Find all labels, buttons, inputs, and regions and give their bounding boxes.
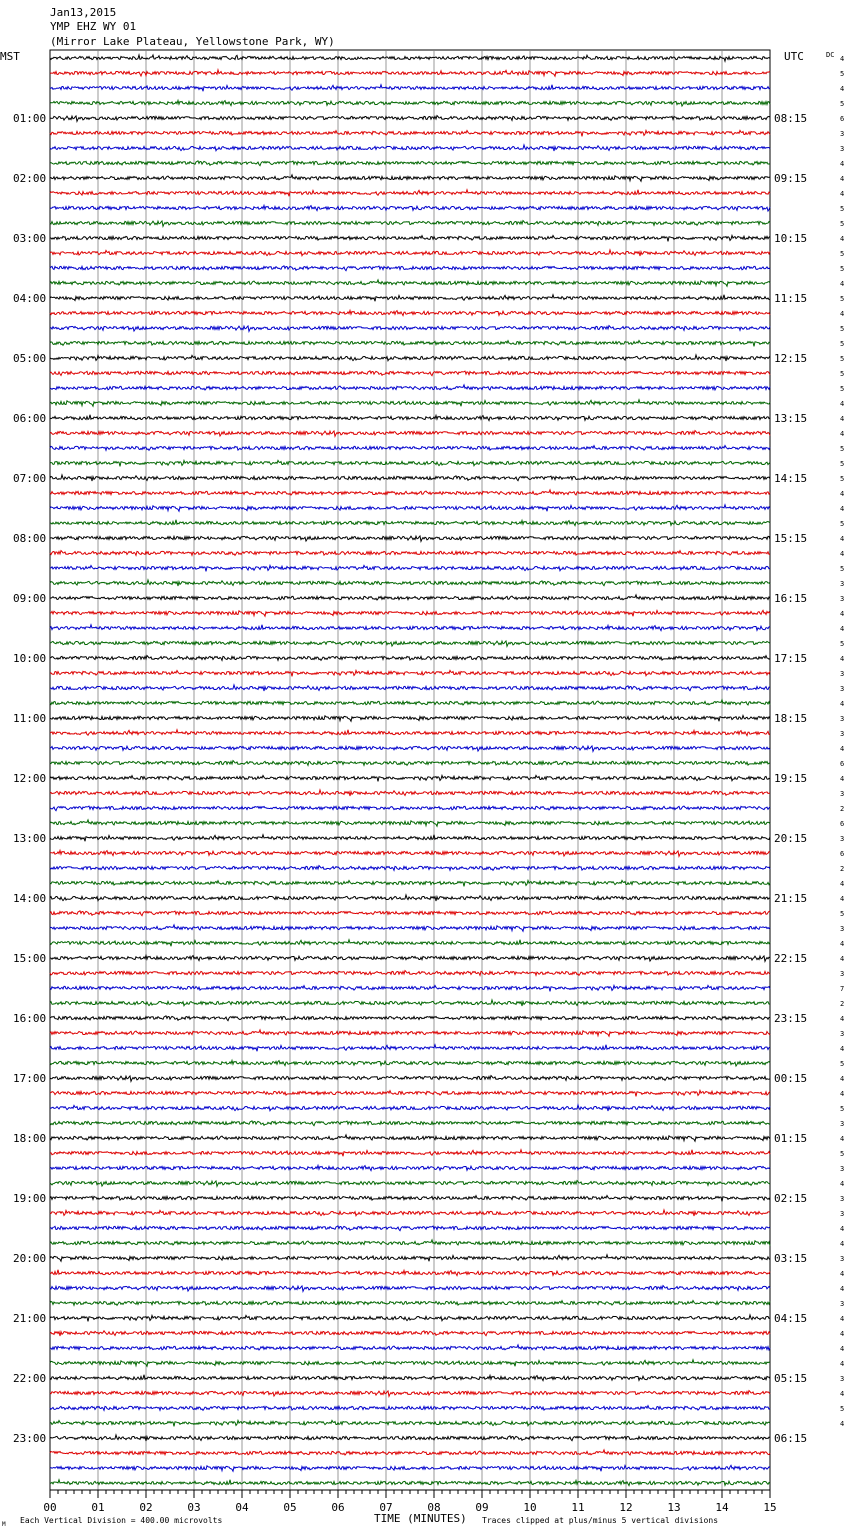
mst-hour-label: 05:00 [13, 352, 47, 365]
seismic-trace [50, 641, 770, 646]
dc-offset-value: 5 [840, 70, 845, 78]
seismic-trace [50, 820, 770, 826]
seismic-trace [50, 1135, 770, 1141]
seismic-trace [50, 565, 770, 571]
dc-offset-value: 4 [840, 310, 845, 318]
dc-offset-value: 4 [840, 85, 845, 93]
x-tick-label: 13 [667, 1501, 681, 1514]
seismic-trace [50, 911, 770, 916]
utc-hour-label: 19:15 [774, 772, 808, 785]
dc-offset-value: 3 [840, 145, 845, 153]
dc-offset-value: 7 [840, 985, 845, 993]
dc-offset-value: 5 [840, 250, 845, 258]
dc-offset-value: 4 [840, 955, 845, 963]
dc-offset-value: 4 [840, 1090, 845, 1098]
seismic-trace [50, 985, 770, 991]
dc-offset-value: 3 [840, 970, 845, 978]
seismic-trace [50, 761, 770, 766]
x-tick-label: 02 [139, 1501, 153, 1514]
dc-offset-value: 4 [840, 895, 845, 903]
utc-hour-label: 15:15 [774, 532, 808, 545]
date-label: Jan13,2015 [50, 6, 117, 19]
dc-offset-value: 4 [840, 235, 845, 243]
dc-offset-value: 3 [840, 1030, 845, 1038]
seismic-trace [50, 355, 770, 361]
seismic-trace [50, 866, 770, 871]
seismic-trace [50, 446, 770, 451]
dc-offset-values [840, 55, 844, 1428]
seismic-trace [50, 790, 770, 796]
dc-offset-value: 3 [840, 1165, 845, 1173]
dc-offset-value: 3 [840, 790, 845, 798]
x-tick-label: 08 [427, 1501, 441, 1514]
clipping-note: Traces clipped at plus/minus 5 vertical divisions [482, 1516, 719, 1525]
seismic-trace [50, 1226, 770, 1231]
mst-hour-label: 10:00 [13, 652, 47, 665]
dc-offset-value: 3 [840, 130, 845, 138]
utc-hour-label: 22:15 [774, 952, 808, 965]
utc-hour-label: 11:15 [774, 292, 808, 305]
dc-offset-value: 4 [840, 535, 845, 543]
dc-offset-value: 4 [840, 775, 845, 783]
mst-hour-label: 16:00 [13, 1012, 47, 1025]
dc-offset-value: 4 [840, 280, 845, 288]
seismic-trace [50, 580, 770, 586]
seismic-trace [50, 341, 770, 347]
vertical-division-note: Each Vertical Division = 400.00 microvolts [20, 1516, 223, 1525]
seismic-trace [50, 100, 770, 106]
dc-offset-value: 4 [840, 1270, 845, 1278]
dc-offset-value: 4 [840, 1075, 845, 1083]
dc-offset-value: 4 [840, 1315, 845, 1323]
x-tick-label: 03 [187, 1501, 201, 1514]
mst-hour-label: 13:00 [13, 832, 47, 845]
location-label: (Mirror Lake Plateau, Yellowstone Park, WY) [50, 35, 335, 48]
utc-hour-label: 01:15 [774, 1132, 808, 1145]
dc-offset-value: 5 [840, 265, 845, 273]
corner-mark: M [2, 1521, 6, 1528]
x-tick-label: 15 [763, 1501, 777, 1514]
seismic-trace [50, 775, 770, 781]
seismic-trace [50, 1121, 770, 1126]
seismic-trace [50, 716, 770, 722]
mst-timezone-label: MST [0, 50, 20, 63]
seismic-trace [50, 236, 770, 242]
dc-offset-value: 4 [840, 880, 845, 888]
utc-hour-label: 18:15 [774, 712, 808, 725]
seismic-trace [50, 1060, 770, 1066]
dc-offset-value: 5 [840, 520, 845, 528]
seismic-trace [50, 1480, 770, 1486]
seismic-trace [50, 505, 770, 512]
x-tick-label: 09 [475, 1501, 489, 1514]
dc-offset-value: 3 [840, 1195, 845, 1203]
seismic-trace [50, 1450, 770, 1455]
seismic-trace [50, 1150, 770, 1157]
dc-offset-value: 3 [840, 835, 845, 843]
seismic-trace [50, 1091, 770, 1097]
seismic-trace [50, 670, 770, 676]
seismic-trace [50, 1255, 770, 1262]
dc-offset-value: 3 [840, 715, 845, 723]
seismic-trace [50, 835, 770, 842]
seismic-trace [50, 1435, 770, 1441]
seismic-trace [50, 971, 770, 976]
dc-offset-value: 3 [840, 1375, 845, 1383]
mst-hour-label: 11:00 [13, 712, 47, 725]
dc-offset-value: 3 [840, 1255, 845, 1263]
seismic-trace [50, 1240, 770, 1246]
dc-offset-value: 6 [840, 850, 845, 858]
seismic-trace [50, 730, 770, 736]
seismic-traces [50, 55, 770, 1486]
seismic-trace [50, 280, 770, 286]
mst-hour-label: 20:00 [13, 1252, 47, 1265]
seismic-trace [50, 116, 770, 122]
seismic-trace [50, 460, 770, 466]
seismic-trace [50, 145, 770, 151]
dc-offset-value: 4 [840, 1240, 845, 1248]
seismic-trace [50, 1315, 770, 1322]
seismic-trace [50, 1286, 770, 1292]
seismic-trace [50, 940, 770, 947]
x-tick-label: 01 [91, 1501, 105, 1514]
dc-offset-value: 5 [840, 340, 845, 348]
dc-offset-value: 4 [840, 175, 845, 183]
seismic-trace [50, 475, 770, 481]
seismic-trace [50, 625, 770, 631]
dc-offset-value: 2 [840, 805, 845, 813]
dc-offset-value: 4 [840, 745, 845, 753]
mst-hour-label: 14:00 [13, 892, 47, 905]
utc-hour-label: 10:15 [774, 232, 808, 245]
seismic-trace [50, 175, 770, 181]
seismic-trace [50, 415, 770, 421]
seismic-trace [50, 1331, 770, 1336]
seismic-trace [50, 266, 770, 271]
dc-offset-value: 3 [840, 1210, 845, 1218]
utc-hour-label: 12:15 [774, 352, 808, 365]
dc-offset-value: 4 [840, 1420, 845, 1428]
dc-offset-value: 5 [840, 385, 845, 393]
dc-offset-value: 3 [840, 730, 845, 738]
utc-hour-label: 16:15 [774, 592, 808, 605]
mst-hour-label: 12:00 [13, 772, 47, 785]
seismic-trace [50, 1105, 770, 1111]
dc-offset-value: 3 [840, 580, 845, 588]
mst-hour-label: 09:00 [13, 592, 47, 605]
seismic-trace [50, 536, 770, 541]
dc-offset-value: 5 [840, 565, 845, 573]
seismic-trace [50, 955, 770, 961]
dc-offset-value: 4 [840, 415, 845, 423]
dc-offset-value: 2 [840, 865, 845, 873]
seismic-trace [50, 746, 770, 751]
seismic-trace [50, 1030, 770, 1036]
utc-hour-label: 03:15 [774, 1252, 808, 1265]
mst-hour-label: 18:00 [13, 1132, 47, 1145]
dc-offset-value: 4 [840, 505, 845, 513]
seismic-trace [50, 310, 770, 315]
seismic-trace [50, 1045, 770, 1052]
utc-hour-label: 06:15 [774, 1432, 808, 1445]
seismic-trace [50, 1375, 770, 1381]
dc-offset-value: 4 [840, 625, 845, 633]
utc-hour-label: 02:15 [774, 1192, 808, 1205]
seismic-trace [50, 880, 770, 886]
seismic-trace [50, 925, 770, 931]
mst-hour-label: 07:00 [13, 472, 47, 485]
x-axis [43, 1490, 776, 1514]
mst-hour-label: 17:00 [13, 1072, 47, 1085]
mst-hour-label: 22:00 [13, 1372, 47, 1385]
dc-offset-value: 4 [840, 1225, 845, 1233]
seismic-trace [50, 1270, 770, 1276]
seismic-trace [50, 70, 770, 76]
x-tick-label: 10 [523, 1501, 537, 1514]
dc-offset-value: 3 [840, 595, 845, 603]
dc-offset-value: 5 [840, 220, 845, 228]
x-tick-label: 11 [571, 1501, 585, 1514]
seismic-trace [50, 685, 770, 691]
dc-offset-value: 5 [840, 445, 845, 453]
utc-timezone-label: UTC [784, 50, 804, 63]
utc-hour-label: 04:15 [774, 1312, 808, 1325]
mst-hour-label: 03:00 [13, 232, 47, 245]
seismic-trace [50, 850, 770, 856]
seismic-trace [50, 520, 770, 526]
station-label: YMP EHZ WY 01 [50, 20, 137, 33]
seismic-trace [50, 55, 770, 61]
seismic-trace [50, 490, 770, 495]
dc-offset-value: 5 [840, 295, 845, 303]
dc-offset-value: 3 [840, 670, 845, 678]
dc-offset-value: 5 [840, 1060, 845, 1068]
dc-offset-value: 3 [840, 925, 845, 933]
mst-hour-label: 23:00 [13, 1432, 47, 1445]
dc-offset-value: 6 [840, 760, 845, 768]
dc-offset-value: 6 [840, 820, 845, 828]
dc-offset-value: 5 [840, 1405, 845, 1413]
dc-offset-value: 6 [840, 115, 845, 123]
dc-offset-value: 5 [840, 460, 845, 468]
dc-offset-value: 4 [840, 1330, 845, 1338]
dc-offset-value: 5 [840, 370, 845, 378]
dc-offset-value: 4 [840, 550, 845, 558]
seismic-trace [50, 431, 770, 437]
dc-offset-value: 4 [840, 1015, 845, 1023]
dc-offset-value: 4 [840, 1135, 845, 1143]
dc-offset-value: 4 [840, 1360, 845, 1368]
utc-hour-label: 08:15 [774, 112, 808, 125]
dc-offset-value: 2 [840, 1000, 845, 1008]
dc-offset-value: 5 [840, 100, 845, 108]
x-tick-label: 12 [619, 1501, 633, 1514]
utc-hour-label: 20:15 [774, 832, 808, 845]
seismic-trace [50, 595, 770, 600]
dc-offset-value: 4 [840, 160, 845, 168]
dc-offset-value: 3 [840, 1120, 845, 1128]
x-tick-label: 06 [331, 1501, 345, 1514]
utc-hour-label: 17:15 [774, 652, 808, 665]
x-tick-label: 05 [283, 1501, 297, 1514]
seismic-trace [50, 1420, 770, 1426]
dc-offset-value: 4 [840, 655, 845, 663]
dc-offset-value: 4 [840, 55, 845, 63]
dc-offset-value: 3 [840, 1300, 845, 1308]
mst-hour-label: 21:00 [13, 1312, 47, 1325]
dc-offset-value: 4 [840, 400, 845, 408]
dc-offset-value: 4 [840, 430, 845, 438]
seismic-trace [50, 1345, 770, 1350]
dc-offset-value: 5 [840, 910, 845, 918]
mst-hour-label: 08:00 [13, 532, 47, 545]
seismic-trace [50, 656, 770, 661]
dc-offset-value: 4 [840, 1390, 845, 1398]
dc-label: DC [826, 51, 835, 59]
x-tick-label: 14 [715, 1501, 729, 1514]
seismic-trace [50, 326, 770, 332]
dc-offset-value: 5 [840, 205, 845, 213]
seismic-trace [50, 1360, 770, 1367]
seismic-trace [50, 1406, 770, 1411]
seismic-trace [50, 400, 770, 407]
dc-offset-value: 4 [840, 1285, 845, 1293]
seismic-trace [50, 1076, 770, 1082]
utc-hour-label: 14:15 [774, 472, 808, 485]
seismic-trace [50, 1196, 770, 1202]
dc-offset-value: 5 [840, 355, 845, 363]
dc-offset-value: 3 [840, 685, 845, 693]
dc-offset-value: 5 [840, 1105, 845, 1113]
dc-offset-value: 5 [840, 640, 845, 648]
seismic-trace [50, 895, 770, 901]
seismic-trace [50, 1181, 770, 1187]
dc-offset-value: 5 [840, 1150, 845, 1158]
x-axis-title: TIME (MINUTES) [374, 1512, 467, 1525]
seismic-trace [50, 190, 770, 197]
seismic-trace [50, 221, 770, 227]
mst-hour-label: 01:00 [13, 112, 47, 125]
seismic-trace [50, 551, 770, 556]
dc-offset-value: 4 [840, 1045, 845, 1053]
seismic-trace [50, 385, 770, 390]
dc-offset-value: 5 [840, 325, 845, 333]
utc-hour-labels [774, 112, 807, 1445]
seismic-trace [50, 1210, 770, 1216]
seismic-trace [50, 1465, 770, 1471]
seismic-trace [50, 700, 770, 705]
utc-hour-label: 13:15 [774, 412, 808, 425]
seismic-trace [50, 250, 770, 256]
mst-hour-label: 04:00 [13, 292, 47, 305]
seismic-trace [50, 610, 770, 616]
utc-hour-label: 05:15 [774, 1372, 808, 1385]
dc-offset-value: 4 [840, 490, 845, 498]
utc-hour-label: 09:15 [774, 172, 808, 185]
seismic-trace [50, 1391, 770, 1397]
utc-hour-label: 00:15 [774, 1072, 808, 1085]
dc-offset-value: 4 [840, 190, 845, 198]
dc-offset-value: 4 [840, 610, 845, 618]
dc-offset-value: 4 [840, 1345, 845, 1353]
dc-offset-value: 5 [840, 475, 845, 483]
mst-hour-label: 06:00 [13, 412, 47, 425]
x-tick-label: 07 [379, 1501, 393, 1514]
seismic-trace [50, 130, 770, 136]
utc-hour-label: 23:15 [774, 1012, 808, 1025]
x-tick-label: 04 [235, 1501, 249, 1514]
dc-offset-value: 4 [840, 1180, 845, 1188]
seismic-trace [50, 1165, 770, 1170]
seismic-trace [50, 806, 770, 811]
dc-offset-value: 4 [840, 940, 845, 948]
seismic-trace [50, 1000, 770, 1006]
mst-hour-label: 19:00 [13, 1192, 47, 1205]
mst-hour-labels [13, 112, 46, 1445]
dc-offset-value: 4 [840, 700, 845, 708]
seismic-trace [50, 85, 770, 92]
mst-hour-label: 02:00 [13, 172, 47, 185]
seismic-trace [50, 205, 770, 211]
seismic-trace [50, 161, 770, 166]
mst-hour-label: 15:00 [13, 952, 47, 965]
utc-hour-label: 21:15 [774, 892, 808, 905]
seismic-trace [50, 295, 770, 302]
seismic-trace [50, 1301, 770, 1306]
x-tick-label: 00 [43, 1501, 57, 1514]
seismic-trace [50, 1016, 770, 1021]
seismic-trace [50, 371, 770, 376]
